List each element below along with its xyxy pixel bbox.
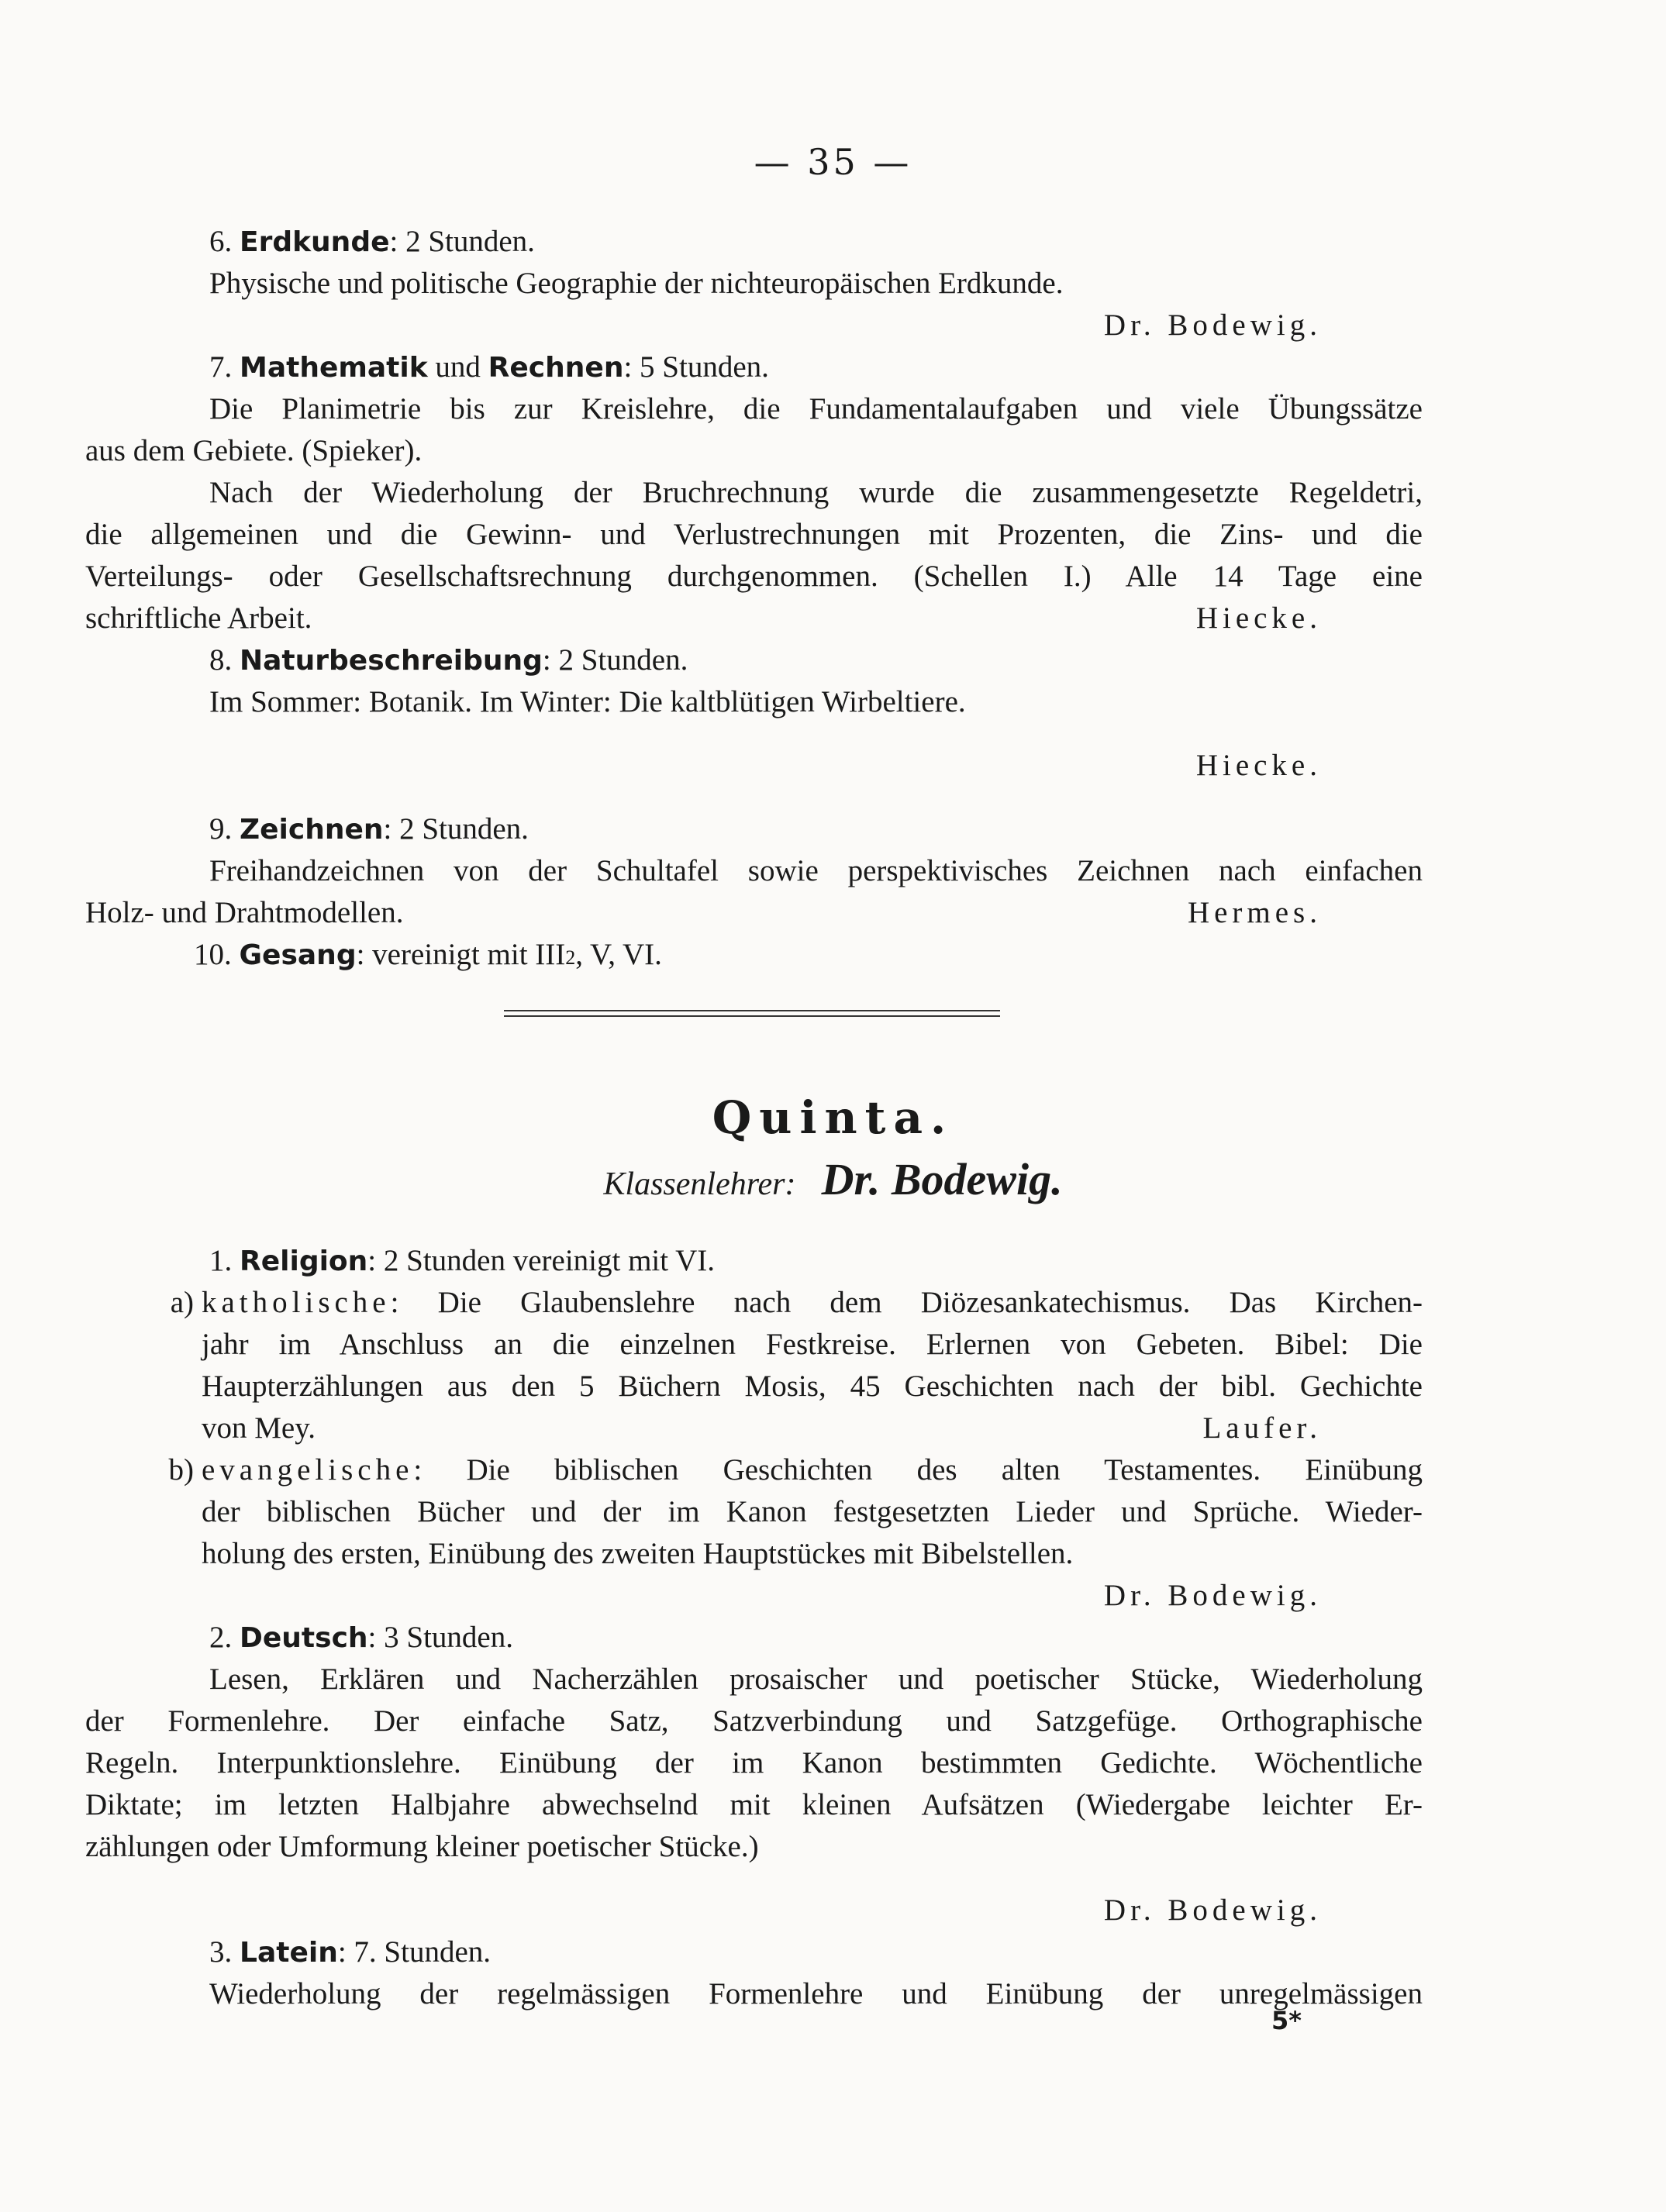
subject-heading-gesang [85, 934, 1423, 976]
paragraph-text: : Die biblischen Geschichten des alten Testamentes. Einübung [413, 1453, 1423, 1487]
item-body [202, 1449, 1423, 1575]
subject-title-2: Rechnen [488, 352, 624, 384]
teacher-signature: Hiecke. [1195, 601, 1322, 635]
subject-title: Zeichnen [240, 814, 384, 846]
subject-hours: : 2 Stunden. [383, 812, 529, 846]
paragraph-text: von Mey. [202, 1411, 316, 1445]
item-body [202, 1282, 1423, 1449]
paragraph-line: Im Sommer: Botanik. Im Winter: Die kaltblütigen Wirbeltiere. [209, 685, 966, 718]
subject-heading-religion [85, 1240, 1423, 1282]
paragraph-line: Diktate; im letzten Halbjahre abwechselnd mit kleinen Aufsätzen (Wiedergabe leichter Er- [85, 1788, 1423, 1821]
paragraph-line: Verteilungs- oder Gesellschaftsrechnung durchgenommen. (Schellen I.) Alle 14 Tage eine [85, 560, 1423, 593]
spacer [85, 723, 1423, 745]
subject-title: Deutsch [240, 1622, 368, 1654]
subject-number: 1. [209, 1244, 233, 1277]
spaced-term: katholische [202, 1286, 391, 1319]
teacher-signature: Hiecke. [1195, 749, 1322, 782]
paragraph-line: Freihandzeichnen von der Schultafel sowie perspektivisches Zeichnen nach einfachen [209, 854, 1423, 887]
subject-number: 10. [194, 938, 232, 971]
subject-number: 2. [209, 1621, 233, 1654]
subject-heading-naturbeschreibung [85, 639, 1423, 681]
paragraph-text: schriftliche Arbeit. [85, 601, 312, 635]
paragraph-line: der biblischen Bücher und der im Kanon festgesetzten Lieder und Sprüche. Wieder- [202, 1495, 1423, 1528]
paragraph-line: Regeln. Interpunktionslehre. Einübung der im Kanon bestimmten Gedichte. Wöchentliche [85, 1746, 1423, 1780]
class-teacher-line [0, 1153, 1666, 1205]
subject-heading-erdkunde [85, 221, 1423, 263]
subject-title: Religion [240, 1246, 368, 1277]
paragraph-line: Die Planimetrie bis zur Kreislehre, die Fundamentalaufgaben und viele Übungssätze [209, 392, 1423, 426]
class-teacher-label: Klassenlehrer: [603, 1166, 796, 1202]
section-title: Quinta. [712, 1091, 954, 1144]
subject-hours: : 2 Stunden. [542, 643, 688, 677]
subject-hours: : 2 Stunden vereinigt mit VI. [367, 1244, 716, 1277]
subject-hours: : 7. Stunden. [337, 1935, 491, 1969]
religion-item-a [85, 1282, 1423, 1449]
paragraph-text: : Die Glaubenslehre nach dem Diözesankatechismus. Das Kirchen- [390, 1286, 1423, 1319]
page-number: — 35 — [754, 141, 912, 183]
paragraph-line: der Formenlehre. Der einfache Satz, Satzverbindung und Satzgefüge. Orthographische [85, 1704, 1423, 1738]
paragraph-line: Haupterzählungen aus den 5 Büchern Mosis, 45 Geschichten nach der bibl. Gechichte [202, 1370, 1423, 1403]
subject-title: Gesang [239, 939, 357, 971]
signature-mark: 5* [1271, 2006, 1302, 2035]
teacher-signature: Dr. Bodewig. [1103, 308, 1322, 342]
item-label: b) [168, 1453, 194, 1487]
subject-heading-latein [85, 1931, 1423, 1973]
subject-hours-cont: , V, VI. [575, 938, 662, 971]
subject-number: 7. [209, 350, 233, 384]
spacer [85, 1868, 1423, 1890]
spaced-term: evangelische [202, 1453, 414, 1487]
subject-number: 3. [209, 1935, 233, 1969]
paragraph-line: Nach der Wiederholung der Bruchrechnung wurde die zusammengesetzte Regeldetri, [209, 476, 1423, 509]
teacher-signature: Laufer. [1202, 1411, 1322, 1445]
paragraph-line-with-teacher [85, 598, 1423, 639]
paragraph-line: jahr im Anschluss an die einzelnen Festkreise. Erlernen von Gebeten. Bibel: Die [202, 1328, 1423, 1361]
subject-heading-deutsch [85, 1617, 1423, 1659]
paragraph-line [202, 1282, 1423, 1324]
paragraph-line: aus dem Gebiete. (Spieker). [85, 434, 423, 467]
subject-hours: : 3 Stunden. [367, 1621, 513, 1654]
paragraph-line: holung des ersten, Einübung des zweiten Hauptstückes mit Bibelstellen. [202, 1537, 1074, 1570]
subject-connector: und [427, 350, 488, 384]
subject-heading-zeichnen [85, 808, 1423, 850]
religion-item-b [85, 1449, 1423, 1575]
subject-title: Mathematik [240, 352, 428, 384]
paragraph-text: Holz- und Drahtmodellen. [85, 896, 404, 929]
paragraph-line: Wiederholung der regelmässigen Formenlehre und Einübung der unregelmässigen [209, 1977, 1423, 2010]
top-section [85, 221, 1423, 976]
teacher-signature: Dr. Bodewig. [1103, 1579, 1322, 1612]
paragraph-line-with-teacher [85, 892, 1423, 934]
subject-hours: : vereinigt mit III [356, 938, 566, 971]
item-label: a) [170, 1286, 194, 1319]
paragraph-line: zählungen oder Umformung kleiner poetischer Stücke.) [85, 1830, 759, 1863]
subject-hours: : 2 Stunden. [389, 225, 535, 258]
paragraph-line-with-teacher [202, 1407, 1423, 1449]
class-teacher-name: Dr. Bodewig. [821, 1154, 1063, 1204]
subject-title: Erdkunde [240, 226, 390, 258]
teacher-signature: Dr. Bodewig. [1103, 1893, 1322, 1927]
paragraph-line: Physische und politische Geographie der nichteuropäischen Erdkunde. [209, 267, 1064, 300]
spacer [85, 787, 1423, 808]
subject-title: Latein [240, 1937, 338, 1969]
quinta-section [85, 1240, 1423, 2015]
subject-heading-mathematik [85, 346, 1423, 388]
class-subscript: 2 [565, 946, 576, 969]
subject-number: 6. [209, 225, 233, 258]
paragraph-line: Lesen, Erklären und Nacherzählen prosaischer und poetischer Stücke, Wiederholung [209, 1662, 1423, 1696]
subject-title: Naturbeschreibung [240, 645, 543, 677]
subject-number: 9. [209, 812, 233, 846]
paragraph-line: die allgemeinen und die Gewinn- und Verlustrechnungen mit Prozenten, die Zins- und die [85, 518, 1423, 551]
subject-number: 8. [209, 643, 233, 677]
section-divider [504, 1010, 1000, 1017]
subject-hours: : 5 Stunden. [623, 350, 769, 384]
teacher-signature: Hermes. [1187, 896, 1322, 929]
paragraph-line [202, 1449, 1423, 1491]
